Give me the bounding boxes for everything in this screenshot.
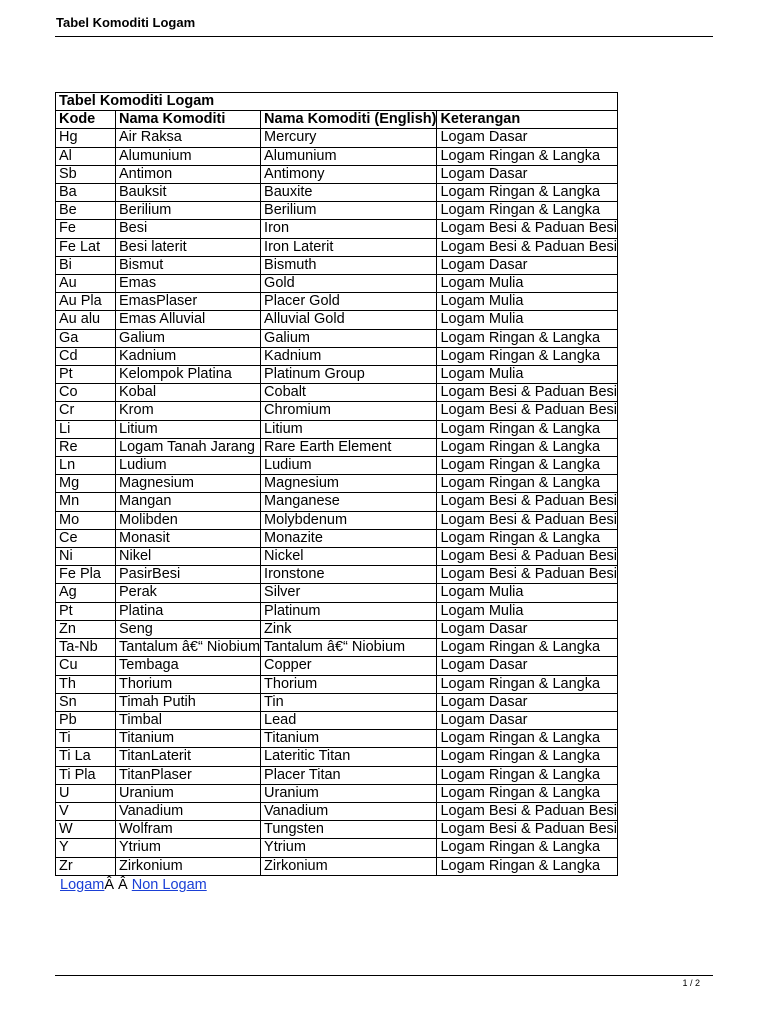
- cell-keterangan: Logam Mulia: [437, 293, 618, 311]
- cell-kode: Al: [56, 147, 116, 165]
- cell-nama-english: Lead: [261, 711, 437, 729]
- cell-kode: Ti Pla: [56, 766, 116, 784]
- cell-keterangan: Logam Ringan & Langka: [437, 438, 618, 456]
- table-row: [56, 493, 618, 511]
- cell-keterangan: Logam Dasar: [437, 256, 618, 274]
- cell-keterangan: Logam Besi & Paduan Besi: [437, 566, 618, 584]
- cell-nama-english: Placer Titan: [261, 766, 437, 784]
- cell-keterangan: Logam Besi & Paduan Besi: [437, 238, 618, 256]
- cell-nama-english: Platinum: [261, 602, 437, 620]
- column-header-kode: Kode: [56, 111, 116, 129]
- cell-nama-komoditi: Ludium: [116, 457, 261, 475]
- cell-keterangan: Logam Ringan & Langka: [437, 766, 618, 784]
- table-row: [56, 129, 618, 147]
- cell-kode: Th: [56, 675, 116, 693]
- page-header-title: Tabel Komoditi Logam: [56, 15, 196, 30]
- cell-nama-english: Galium: [261, 329, 437, 347]
- cell-nama-english: Berilium: [261, 202, 437, 220]
- cell-kode: Co: [56, 384, 116, 402]
- cell-kode: Fe Lat: [56, 238, 116, 256]
- cell-kode: Zr: [56, 857, 116, 875]
- cell-nama-english: Thorium: [261, 675, 437, 693]
- cell-keterangan: Logam Dasar: [437, 711, 618, 729]
- cell-kode: Mn: [56, 493, 116, 511]
- table-row: [56, 602, 618, 620]
- cell-keterangan: Logam Mulia: [437, 584, 618, 602]
- cell-nama-english: Zirkonium: [261, 857, 437, 875]
- cell-nama-komoditi: Tantalum â€“ Niobium: [116, 639, 261, 657]
- cell-kode: Ta-Nb: [56, 639, 116, 657]
- cell-nama-komoditi: Zirkonium: [116, 857, 261, 875]
- cell-nama-english: Gold: [261, 275, 437, 293]
- cell-kode: Cr: [56, 402, 116, 420]
- cell-nama-english: Bauxite: [261, 184, 437, 202]
- cell-kode: Y: [56, 839, 116, 857]
- cell-nama-english: Mercury: [261, 129, 437, 147]
- cell-nama-komoditi: Timah Putih: [116, 693, 261, 711]
- cell-nama-komoditi: TitanLaterit: [116, 748, 261, 766]
- table-row: [56, 402, 618, 420]
- table-row: [56, 657, 618, 675]
- table-row: [56, 784, 618, 802]
- table-row: [56, 730, 618, 748]
- table-title-row: [56, 93, 618, 111]
- cell-keterangan: Logam Ringan & Langka: [437, 329, 618, 347]
- page-number: 1 / 2: [682, 978, 700, 988]
- cell-nama-english: Kadnium: [261, 347, 437, 365]
- cell-keterangan: Logam Ringan & Langka: [437, 147, 618, 165]
- cell-nama-komoditi: Logam Tanah Jarang: [116, 438, 261, 456]
- table-row: [56, 566, 618, 584]
- cell-nama-komoditi: Wolfram: [116, 821, 261, 839]
- table-row: [56, 457, 618, 475]
- table-row: [56, 329, 618, 347]
- table-row: [56, 529, 618, 547]
- cell-nama-english: Ironstone: [261, 566, 437, 584]
- cell-kode: Re: [56, 438, 116, 456]
- link-separator: Â Â: [104, 877, 132, 893]
- cell-keterangan: Logam Dasar: [437, 620, 618, 638]
- table-row: [56, 821, 618, 839]
- cell-keterangan: Logam Ringan & Langka: [437, 457, 618, 475]
- cell-nama-komoditi: Ytrium: [116, 839, 261, 857]
- cell-kode: Au alu: [56, 311, 116, 329]
- cell-keterangan: Logam Mulia: [437, 602, 618, 620]
- cell-nama-komoditi: Bauksit: [116, 184, 261, 202]
- cell-nama-komoditi: Air Raksa: [116, 129, 261, 147]
- cell-nama-komoditi: TitanPlaser: [116, 766, 261, 784]
- cell-keterangan: Logam Besi & Paduan Besi: [437, 220, 618, 238]
- table-row: [56, 675, 618, 693]
- table-row: [56, 620, 618, 638]
- cell-nama-komoditi: Thorium: [116, 675, 261, 693]
- cell-nama-komoditi: Kobal: [116, 384, 261, 402]
- table-row: [56, 748, 618, 766]
- cell-keterangan: Logam Besi & Paduan Besi: [437, 402, 618, 420]
- cell-nama-english: Bismuth: [261, 256, 437, 274]
- cell-nama-komoditi: Litium: [116, 420, 261, 438]
- cell-nama-english: Zink: [261, 620, 437, 638]
- table-row: [56, 147, 618, 165]
- cell-kode: Mg: [56, 475, 116, 493]
- cell-kode: Ag: [56, 584, 116, 602]
- cell-kode: Zn: [56, 620, 116, 638]
- cell-nama-english: Vanadium: [261, 802, 437, 820]
- table-row: [56, 347, 618, 365]
- cell-nama-english: Molybdenum: [261, 511, 437, 529]
- cell-nama-english: Rare Earth Element: [261, 438, 437, 456]
- cell-nama-english: Uranium: [261, 784, 437, 802]
- footer-links: [60, 877, 207, 893]
- cell-keterangan: Logam Ringan & Langka: [437, 347, 618, 365]
- table-row: [56, 202, 618, 220]
- cell-nama-english: Tantalum â€“ Niobium: [261, 639, 437, 657]
- komoditi-table-body: [56, 93, 618, 876]
- cell-keterangan: Logam Dasar: [437, 657, 618, 675]
- table-row: [56, 293, 618, 311]
- table-row: [56, 511, 618, 529]
- cell-keterangan: Logam Ringan & Langka: [437, 529, 618, 547]
- cell-kode: Li: [56, 420, 116, 438]
- cell-kode: Bi: [56, 256, 116, 274]
- cell-kode: Ce: [56, 529, 116, 547]
- cell-nama-english: Platinum Group: [261, 366, 437, 384]
- table-row: [56, 438, 618, 456]
- cell-nama-komoditi: Galium: [116, 329, 261, 347]
- cell-nama-komoditi: Perak: [116, 584, 261, 602]
- table-row: [56, 693, 618, 711]
- cell-nama-english: Copper: [261, 657, 437, 675]
- table-row: [56, 238, 618, 256]
- footer-divider: [55, 975, 713, 976]
- cell-nama-komoditi: Emas: [116, 275, 261, 293]
- cell-keterangan: Logam Besi & Paduan Besi: [437, 802, 618, 820]
- cell-keterangan: Logam Dasar: [437, 693, 618, 711]
- cell-nama-komoditi: Platina: [116, 602, 261, 620]
- table-row: [56, 311, 618, 329]
- cell-kode: Ga: [56, 329, 116, 347]
- cell-nama-english: Monazite: [261, 529, 437, 547]
- cell-kode: W: [56, 821, 116, 839]
- cell-nama-english: Chromium: [261, 402, 437, 420]
- cell-kode: Cd: [56, 347, 116, 365]
- cell-nama-komoditi: Berilium: [116, 202, 261, 220]
- cell-keterangan: Logam Mulia: [437, 366, 618, 384]
- table-row: [56, 420, 618, 438]
- cell-nama-komoditi: Timbal: [116, 711, 261, 729]
- cell-nama-english: Nickel: [261, 548, 437, 566]
- table-title: Tabel Komoditi Logam: [56, 93, 618, 111]
- link-logam[interactable]: Logam: [60, 877, 105, 893]
- cell-nama-english: Manganese: [261, 493, 437, 511]
- cell-kode: Be: [56, 202, 116, 220]
- cell-nama-komoditi: Alumunium: [116, 147, 261, 165]
- cell-keterangan: Logam Mulia: [437, 311, 618, 329]
- table-row: [56, 475, 618, 493]
- cell-nama-komoditi: Vanadium: [116, 802, 261, 820]
- cell-nama-komoditi: PasirBesi: [116, 566, 261, 584]
- table-row: [56, 839, 618, 857]
- table-row: [56, 220, 618, 238]
- cell-kode: Fe: [56, 220, 116, 238]
- cell-kode: Ti La: [56, 748, 116, 766]
- cell-nama-komoditi: Mangan: [116, 493, 261, 511]
- cell-keterangan: Logam Ringan & Langka: [437, 730, 618, 748]
- cell-nama-komoditi: Tembaga: [116, 657, 261, 675]
- cell-kode: U: [56, 784, 116, 802]
- table-row: [56, 548, 618, 566]
- cell-keterangan: Logam Besi & Paduan Besi: [437, 821, 618, 839]
- cell-keterangan: Logam Besi & Paduan Besi: [437, 548, 618, 566]
- cell-nama-komoditi: Uranium: [116, 784, 261, 802]
- cell-nama-komoditi: Kadnium: [116, 347, 261, 365]
- cell-nama-komoditi: Emas Alluvial: [116, 311, 261, 329]
- column-header-nama-komoditi: Nama Komoditi: [116, 111, 261, 129]
- cell-nama-komoditi: Antimon: [116, 165, 261, 183]
- cell-nama-komoditi: Magnesium: [116, 475, 261, 493]
- cell-kode: Au Pla: [56, 293, 116, 311]
- cell-kode: Sb: [56, 165, 116, 183]
- cell-nama-komoditi: Besi laterit: [116, 238, 261, 256]
- cell-nama-komoditi: Seng: [116, 620, 261, 638]
- cell-nama-english: Titanium: [261, 730, 437, 748]
- cell-keterangan: Logam Ringan & Langka: [437, 784, 618, 802]
- cell-kode: V: [56, 802, 116, 820]
- cell-nama-english: Iron: [261, 220, 437, 238]
- cell-kode: Ba: [56, 184, 116, 202]
- table-row: [56, 165, 618, 183]
- cell-keterangan: Logam Ringan & Langka: [437, 184, 618, 202]
- cell-keterangan: Logam Besi & Paduan Besi: [437, 493, 618, 511]
- cell-kode: Cu: [56, 657, 116, 675]
- cell-nama-english: Iron Laterit: [261, 238, 437, 256]
- table-header-row: [56, 111, 618, 129]
- cell-keterangan: Logam Ringan & Langka: [437, 675, 618, 693]
- table-row: [56, 711, 618, 729]
- table-row: [56, 766, 618, 784]
- cell-nama-english: Antimony: [261, 165, 437, 183]
- cell-nama-english: Litium: [261, 420, 437, 438]
- cell-keterangan: Logam Ringan & Langka: [437, 839, 618, 857]
- cell-nama-komoditi: Besi: [116, 220, 261, 238]
- cell-keterangan: Logam Ringan & Langka: [437, 748, 618, 766]
- table-row: [56, 857, 618, 875]
- cell-keterangan: Logam Dasar: [437, 129, 618, 147]
- komoditi-table: [55, 92, 618, 876]
- cell-nama-komoditi: Krom: [116, 402, 261, 420]
- cell-kode: Au: [56, 275, 116, 293]
- cell-kode: Pb: [56, 711, 116, 729]
- cell-keterangan: Logam Dasar: [437, 165, 618, 183]
- cell-kode: Hg: [56, 129, 116, 147]
- cell-nama-komoditi: Titanium: [116, 730, 261, 748]
- cell-nama-english: Ludium: [261, 457, 437, 475]
- cell-kode: Mo: [56, 511, 116, 529]
- cell-keterangan: Logam Mulia: [437, 275, 618, 293]
- cell-nama-english: Silver: [261, 584, 437, 602]
- link-non-logam[interactable]: Non Logam: [131, 877, 207, 893]
- cell-nama-komoditi: Kelompok Platina: [116, 366, 261, 384]
- cell-nama-komoditi: Molibden: [116, 511, 261, 529]
- cell-nama-komoditi: EmasPlaser: [116, 293, 261, 311]
- table-row: [56, 802, 618, 820]
- cell-keterangan: Logam Besi & Paduan Besi: [437, 511, 618, 529]
- table-row: [56, 366, 618, 384]
- cell-keterangan: Logam Ringan & Langka: [437, 420, 618, 438]
- cell-kode: Pt: [56, 602, 116, 620]
- table-row: [56, 184, 618, 202]
- cell-keterangan: Logam Besi & Paduan Besi: [437, 384, 618, 402]
- table-row: [56, 639, 618, 657]
- cell-nama-english: Tin: [261, 693, 437, 711]
- cell-nama-komoditi: Monasit: [116, 529, 261, 547]
- cell-kode: Ni: [56, 548, 116, 566]
- table-row: [56, 256, 618, 274]
- cell-nama-english: Cobalt: [261, 384, 437, 402]
- cell-kode: Ti: [56, 730, 116, 748]
- cell-nama-english: Tungsten: [261, 821, 437, 839]
- table-row: [56, 275, 618, 293]
- cell-kode: Sn: [56, 693, 116, 711]
- table-row: [56, 584, 618, 602]
- cell-keterangan: Logam Ringan & Langka: [437, 475, 618, 493]
- cell-kode: Ln: [56, 457, 116, 475]
- cell-nama-english: Placer Gold: [261, 293, 437, 311]
- cell-nama-english: Magnesium: [261, 475, 437, 493]
- cell-nama-english: Ytrium: [261, 839, 437, 857]
- cell-keterangan: Logam Ringan & Langka: [437, 202, 618, 220]
- cell-kode: Fe Pla: [56, 566, 116, 584]
- cell-nama-english: Alumunium: [261, 147, 437, 165]
- column-header-nama-english: Nama Komoditi (English): [261, 111, 437, 129]
- cell-keterangan: Logam Ringan & Langka: [437, 639, 618, 657]
- cell-keterangan: Logam Ringan & Langka: [437, 857, 618, 875]
- table-row: [56, 384, 618, 402]
- cell-nama-english: Alluvial Gold: [261, 311, 437, 329]
- cell-nama-komoditi: Bismut: [116, 256, 261, 274]
- cell-kode: Pt: [56, 366, 116, 384]
- cell-nama-komoditi: Nikel: [116, 548, 261, 566]
- column-header-keterangan: Keterangan: [437, 111, 618, 129]
- cell-nama-english: Lateritic Titan: [261, 748, 437, 766]
- header-divider: [55, 36, 713, 37]
